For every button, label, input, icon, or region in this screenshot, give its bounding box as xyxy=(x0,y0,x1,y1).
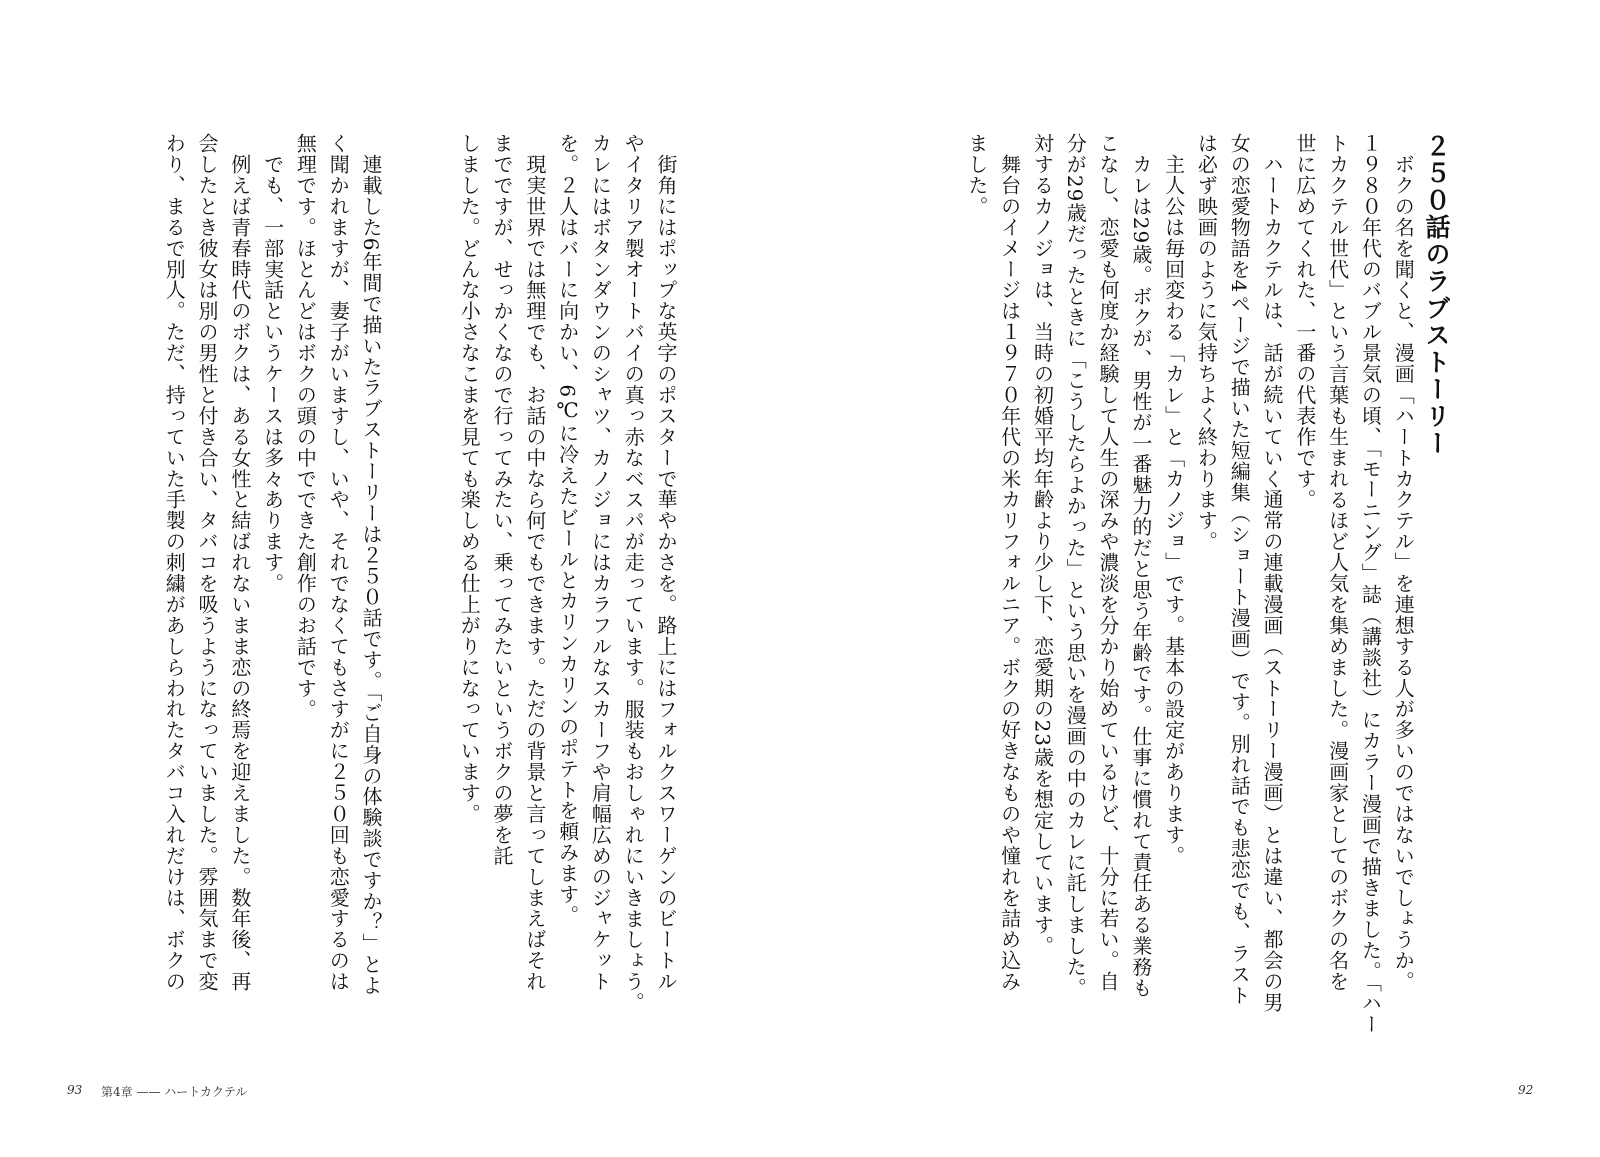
paragraph-line: ました。 xyxy=(964,133,989,217)
paragraph-line: カレにはボタンダウンのシャツ、カノジョにはカラフルなスカーフや肩幅広めのジャケット xyxy=(588,133,613,992)
paragraph-line: でも、一部実話というケースは多々あります。 xyxy=(260,133,285,594)
paragraph-line: 例えば青春時代のボクは、ある女性と結ばれないまま恋の終焉を迎えました。数年後、再 xyxy=(227,133,252,992)
paragraph-line: やイタリア製オートバイの真っ赤なベスパが走っています。服装もおしゃれにいきましょう。 xyxy=(621,133,646,1013)
paragraph-line: を。２人はバーに向かい、6℃に冷えたビールとカリンカリンのポテトを頼みます。 xyxy=(555,133,580,926)
paragraph-line: 女の恋愛物語を4ページで描いた短編集（ショート漫画）です。別れ話でも悲恋でも、ラスト xyxy=(1227,133,1252,1006)
paragraph-line: トカクテル世代」という言葉も生まれるほど人気を集めました。漫画家としてのボクの名を xyxy=(1325,133,1350,992)
running-header: 第4章 —— ハートカクテル xyxy=(101,1085,248,1099)
paragraph-line: 分が29歳だったときに「こうしたらよかった」という思いを漫画の中のカレに託しました。 xyxy=(1063,133,1088,999)
paragraph-line: く聞かれますが、妻子がいますし、いや、それでなくてもさすがに２５０回も恋愛するのは xyxy=(326,133,351,992)
paragraph-line: までですが、せっかくなので行ってみたい、乗ってみたいというボクの夢を託 xyxy=(490,133,515,867)
paragraph-line: わり、まるで別人。ただ、持っていた手製の刺繍があしらわれたタバコ入れだけは、ボクの xyxy=(162,133,187,992)
paragraph-line: 街角にはポップな英字のポスターで華やかさを。路上にはフォルクスワーゲンのビートル xyxy=(654,133,678,992)
paragraph-line: 主人公は毎回変わる「カレ」と「カノジョ」です。基本の設定があります。 xyxy=(1161,133,1186,867)
paragraph-line: しました。どんな小さなこまを見ても楽しめる仕上がりになっています。 xyxy=(457,133,482,825)
paragraph-line: 世に広めてくれた、一番の代表作です。 xyxy=(1292,133,1317,511)
paragraph-line: 会したとき彼女は別の男性と付き合い、タバコを吸うようになっていました。雰囲気まで変 xyxy=(195,133,220,992)
section-heading: ２５０話のラブストーリー xyxy=(1422,133,1451,457)
paragraph-line: ハートカクテルは、話が続いていく通常の連載漫画（ストーリー漫画）とは違い、都会の男 xyxy=(1260,133,1285,1013)
paragraph-line: 対するカノジョは、当時の初婚平均年齢より少し下、恋愛期の23歳を想定しています。 xyxy=(1030,133,1055,957)
paragraph-line: 無理です。ほとんどはボクの頭の中でできた創作のお話です。 xyxy=(293,133,318,720)
paragraph-line: は必ず映画のように気持ちよく終わります。 xyxy=(1194,133,1219,552)
left-page-text-second-block xyxy=(157,133,387,1033)
paragraph-line: 連載した6年間で描いたラブストーリーは２５０話です。「ご自身の体験談ですか？」とよ xyxy=(359,133,383,996)
right-page-text xyxy=(960,133,1452,1033)
left-page-text-first-block xyxy=(452,133,682,1013)
paragraph-line: こなし、恋愛も何度か経験して人生の深みや濃淡を分かり始めているけど、十分に若い。自 xyxy=(1096,133,1121,992)
paragraph-line: ボクの名を聞くと、漫画「ハートカクテル」を連想する人が多いのではないでしょうか。 xyxy=(1391,133,1416,992)
page-number-left: 93 xyxy=(67,1083,83,1097)
paragraph-line: 現実世界では無理でも、お話の中なら何でもできます。ただの背景と言ってしまえばそれ xyxy=(522,133,547,992)
page-number-right: 92 xyxy=(1518,1083,1534,1097)
paragraph-line: １９８０年代のバブル景気の頃、「モーニング」誌（講談社）にカラー漫画で描きました。「ハー xyxy=(1358,133,1383,1035)
paragraph-line: 舞台のイメージは１９７０年代の米カリフォルニア。ボクの好きなものや憧れを詰め込み xyxy=(997,133,1022,992)
paragraph-line: カレは29歳。ボクが、男性が一番魅力的だと思う年齢です。仕事に慣れて責任ある業務も xyxy=(1128,133,1153,999)
